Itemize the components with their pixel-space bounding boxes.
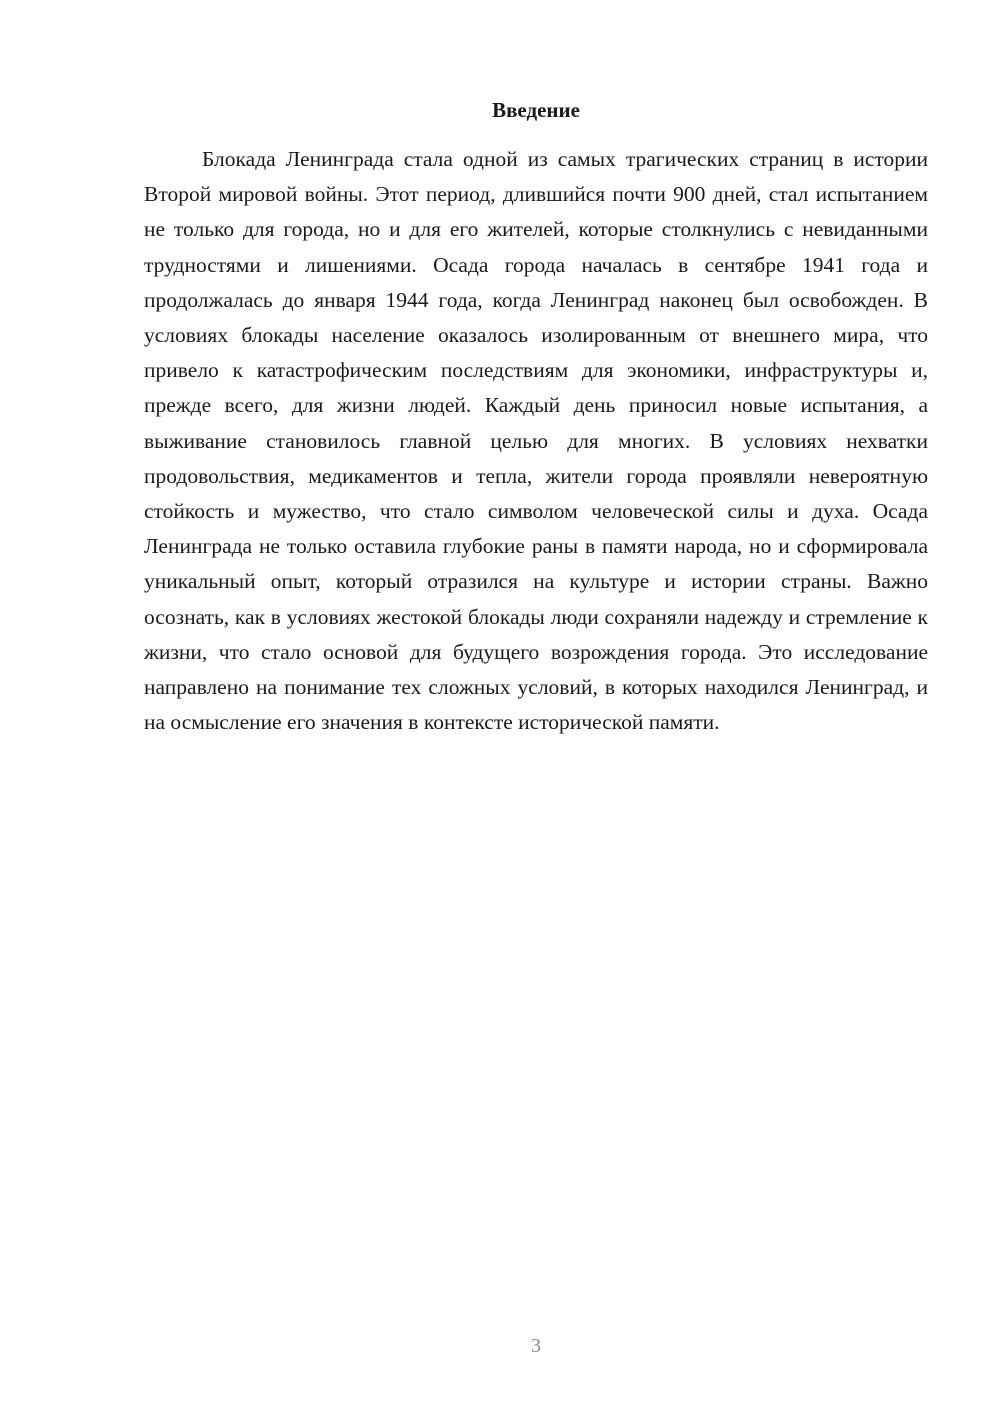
- section-heading: Введение: [492, 98, 580, 122]
- page-number: 3: [531, 1335, 541, 1357]
- body-paragraph: Блокада Ленинграда стала одной из самых трагических страниц в истории Второй мировой войны. Этот период, длившийся почти 900 дней, стал испытанием не только для города, но и для его жителей, которые столкнулись с невиданными трудностями и лишениями. Осада города началась в сентябре 1941 года и продолжалась до января 1944 года, когда Ленинград наконец был освобожден. В условиях блокады население оказалось изолированным от внешнего мира, что привело к катастрофическим последствиям для экономики, инфраструктуры и, прежде всего, для жизни людей. Каждый день приносил новые испытания, а выживание становилось главной целью для многих. В условиях нехватки продовольствия, медикаментов и тепла, жители города проявляли невероятную стойкость и мужество, что стало символом человеческой силы и духа. Осада Ленинграда не только оставила глубокие раны в памяти народа, но и сформировала уникальный опыт, который отразился на культуре и истории страны. Важно осознать, как в условиях жестокой блокады люди сохраняли надежду и стремление к жизни, что стало основой для будущего возрождения города. Это исследование направлено на понимание тех сложных условий, в которых находился Ленинград, и на осмысление его значения в контексте исторической памяти.: [144, 147, 928, 735]
